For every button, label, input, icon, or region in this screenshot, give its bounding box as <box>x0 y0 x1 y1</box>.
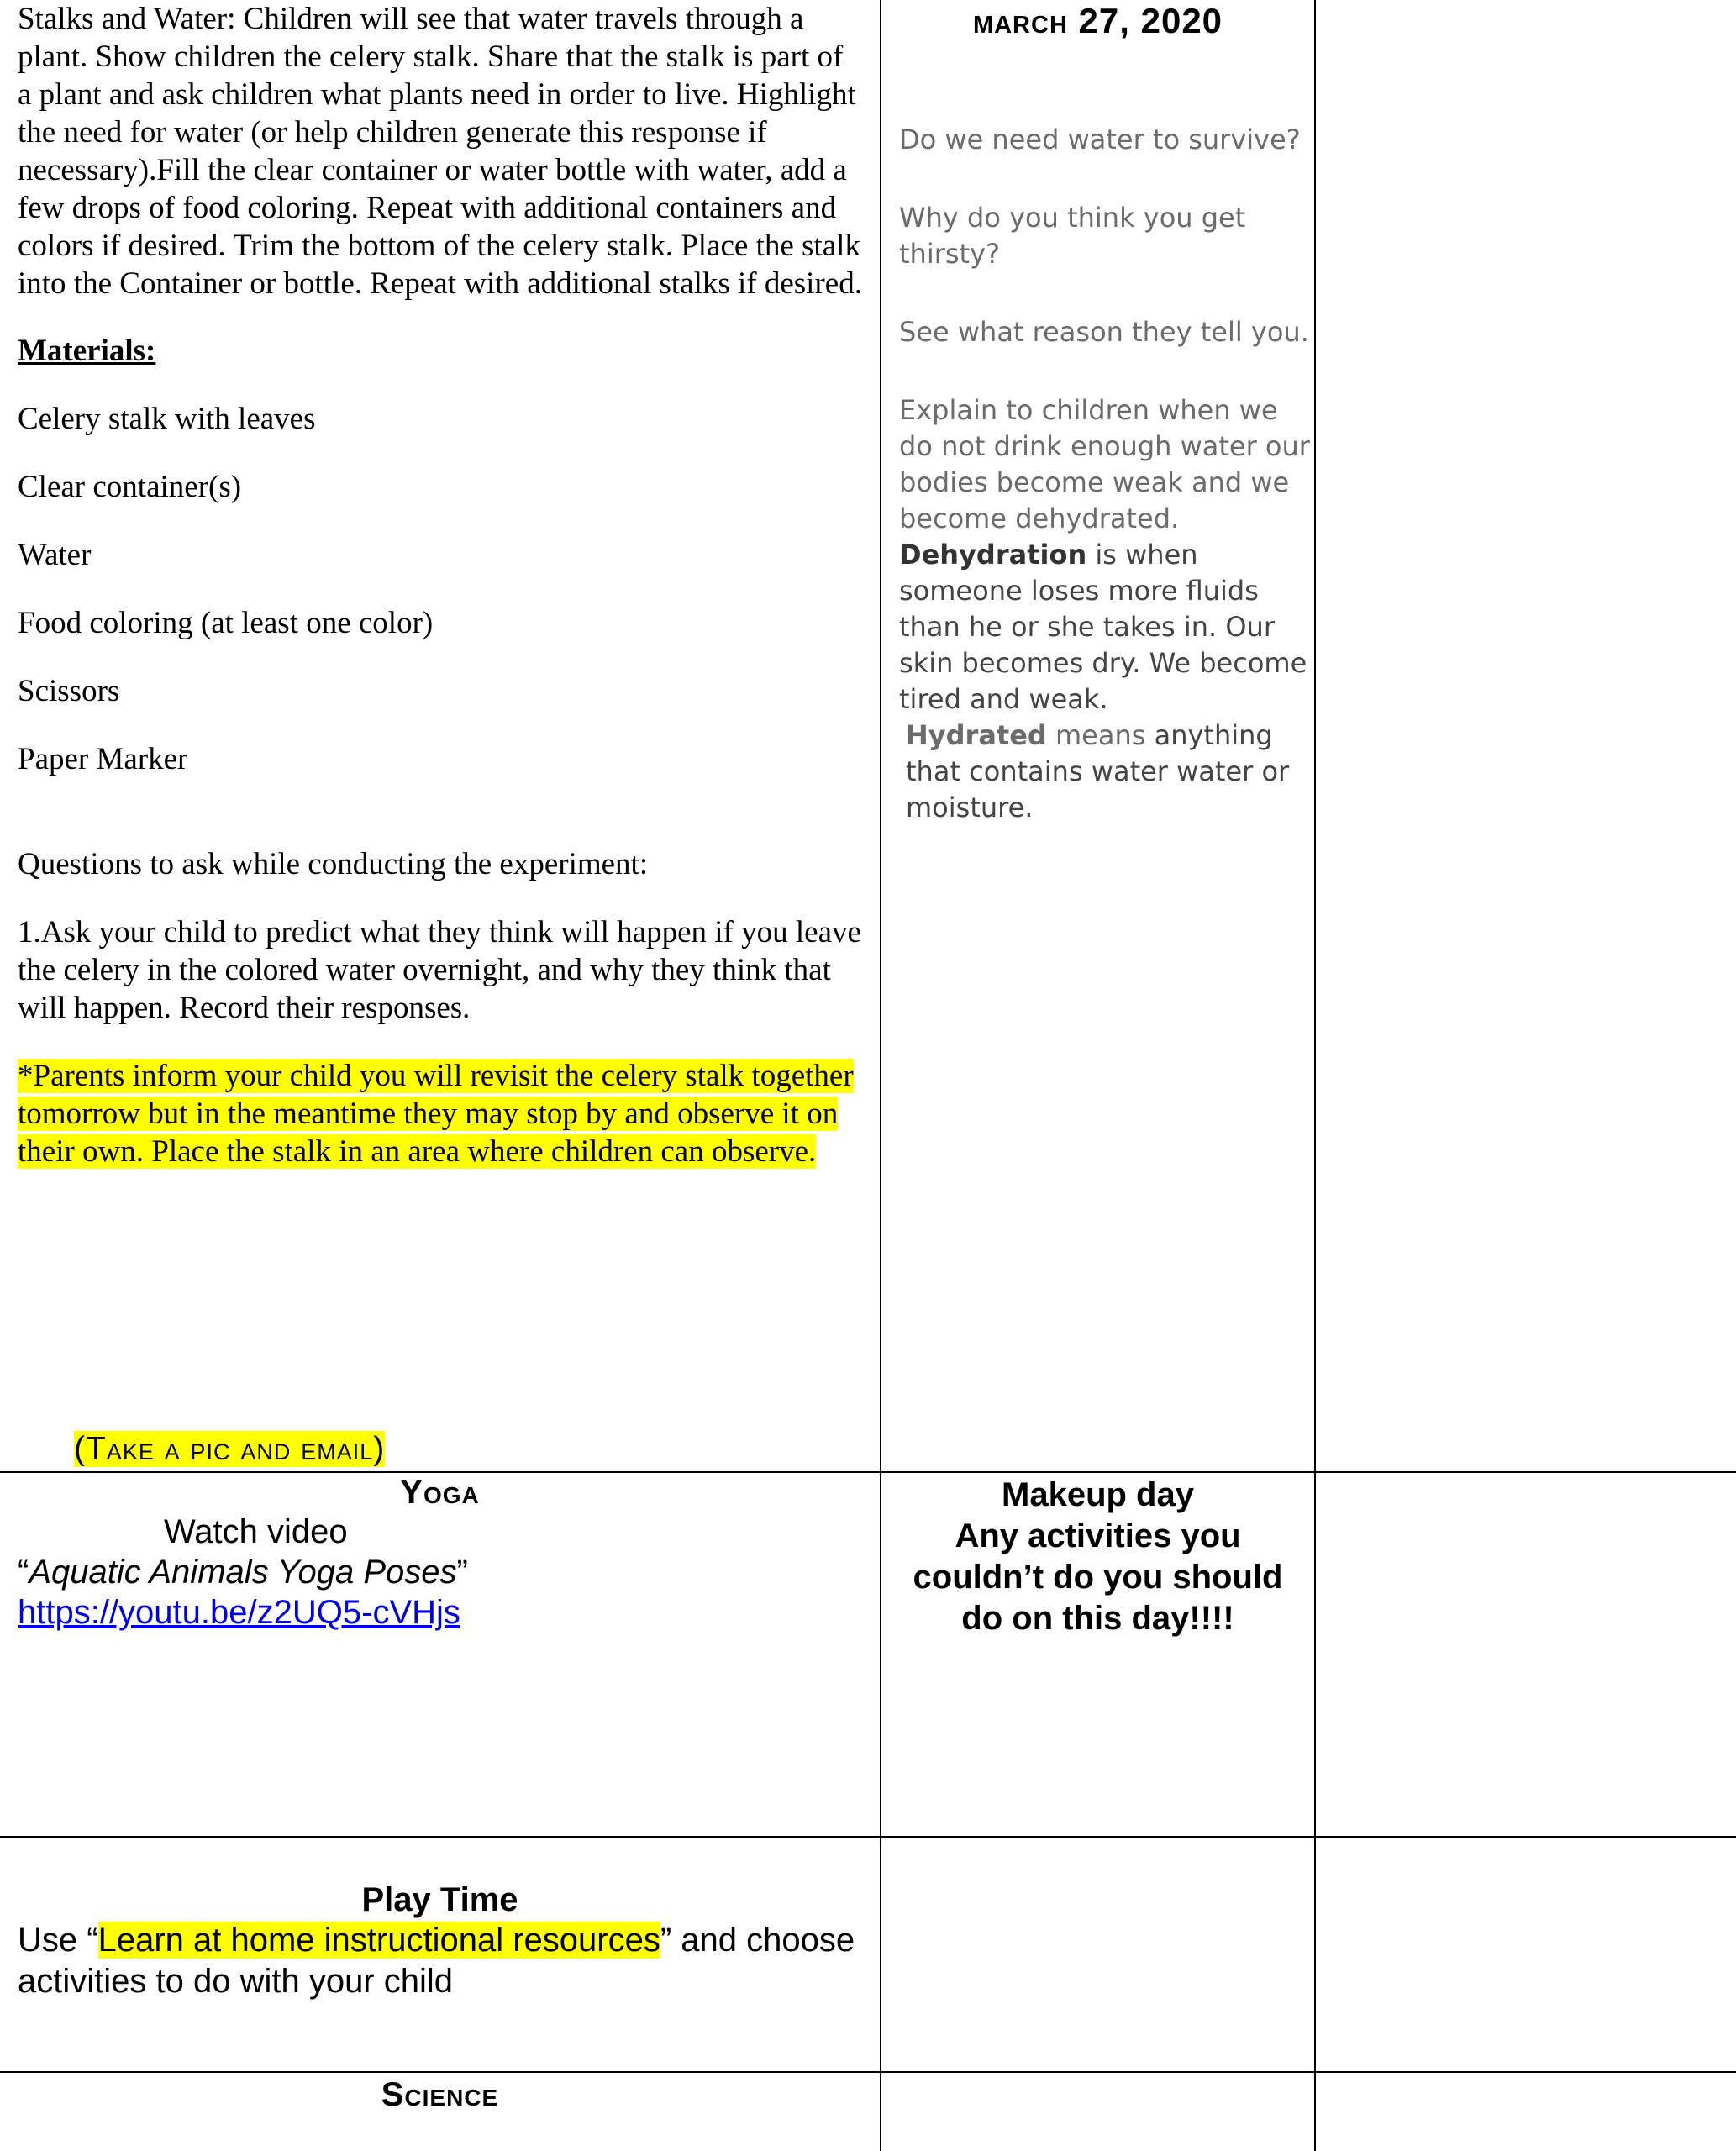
empty-cell <box>1316 0 1736 1473</box>
hydrated-term: Hydrated <box>906 719 1047 751</box>
empty-cell <box>881 2073 1316 2151</box>
makeup-cell <box>881 1473 1316 1838</box>
hydrated-means: means <box>1046 719 1146 751</box>
science-title: Science <box>381 2076 499 2113</box>
makeup-title: Makeup day <box>1002 1476 1194 1513</box>
hydrated-text: anything that contains water water or moisture. <box>906 719 1290 823</box>
discussion-question: Why do you think you get thirsty? <box>899 202 1246 270</box>
questions-heading: Questions to ask while conducting the experiment: <box>18 847 649 881</box>
dehydration-text: is when someone loses more fluids than he or she takes in. Our skin becomes dry. We become tired and weak. <box>899 539 1307 715</box>
science-cell <box>0 2073 881 2151</box>
makeup-text: Any activities you couldn’t do you should do on this day!!!! <box>913 1517 1283 1637</box>
yoga-cell <box>0 1473 881 1838</box>
discussion-cell <box>881 0 1316 1473</box>
material-item: Water <box>18 538 92 572</box>
video-title: Aquatic Animals Yoga Poses <box>29 1554 457 1591</box>
empty-cell <box>1316 1473 1736 1838</box>
play-time-text <box>18 1920 862 2002</box>
material-item: Clear container(s) <box>18 470 242 504</box>
parent-note-text: *Parents inform your child you will revisit the celery stalk together tomorrow but in the meantime they may stop by and observe it on their own. Place the stalk in an area where children can observe. <box>18 1059 854 1169</box>
material-item: Celery stalk with leaves <box>18 402 316 436</box>
parent-note <box>18 1057 862 1170</box>
material-item: Paper Marker <box>18 742 188 776</box>
play-suffix: ” and choose activities to do with your child <box>18 1922 855 2000</box>
yoga-title: Yoga <box>400 1474 480 1511</box>
close-quote: ” <box>456 1554 468 1591</box>
hydrated-definition <box>899 718 1313 826</box>
open-quote: “ <box>18 1554 29 1591</box>
dehydration-definition <box>899 537 1313 718</box>
take-pic-note: (Take a pic and email) <box>74 1431 386 1467</box>
question-item: 1.Ask your child to predict what they think will happen if you leave the celery in the colored water overnight, and why they think that will happen. Record their responses. <box>18 915 861 1025</box>
date-heading: march 27, 2020 <box>972 1 1223 40</box>
empty-cell <box>1316 2073 1736 2151</box>
play-time-cell <box>0 1838 881 2073</box>
play-time-title: Play Time <box>361 1881 518 1918</box>
material-item: Scissors <box>18 674 120 708</box>
material-item: Food coloring (at least one color) <box>18 606 434 640</box>
video-link[interactable]: https://youtu.be/z2UQ5-cVHjs <box>18 1594 460 1631</box>
explanation: Explain to children when we do not drink enough water our bodies become weak and we become dehydrated. <box>899 394 1310 534</box>
watch-video-label: Watch video <box>164 1513 348 1550</box>
empty-cell <box>1316 1838 1736 2073</box>
materials-heading: Materials: <box>18 334 156 368</box>
dehydration-term: Dehydration <box>899 539 1087 571</box>
discussion-question: Do we need water to survive? <box>899 124 1301 155</box>
video-title-line <box>18 1552 468 1592</box>
discussion-note: See what reason they tell you. <box>899 316 1309 348</box>
play-prefix: Use “ <box>18 1922 98 1959</box>
experiment-intro: Stalks and Water: Children will see that water travels through a plant. Show children the celery stalk. Share that the stalk is part of a plant and ask children what plants need in order to live. Highlight the need for water (or help children generate this response if necessary).Fill the clear container or water bottle with water, add a few drops of food coloring. Repeat with additional containers and colors if desired. Trim the bottom of the celery stalk. Place the stalk into the Container or bottle. Repeat with additional stalks if desired. <box>18 2 862 301</box>
resources-highlight: Learn at home instructional resources <box>97 1922 660 1959</box>
empty-cell <box>881 1838 1316 2073</box>
experiment-cell <box>0 0 881 1473</box>
